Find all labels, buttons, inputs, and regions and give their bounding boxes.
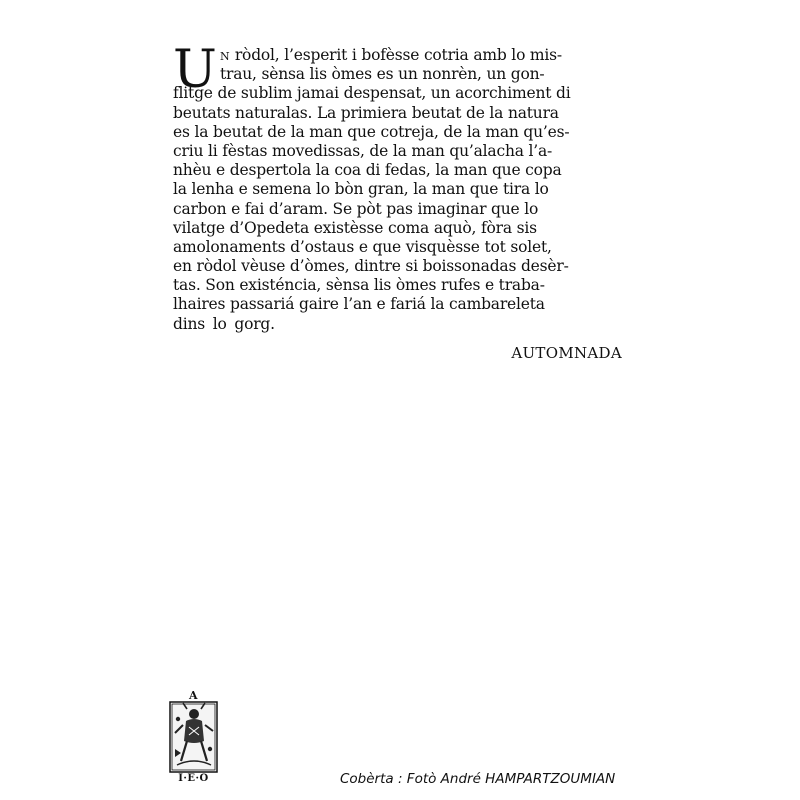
line-text: criu li fèstas movedissas, de la man qu’alacha l’a- [173,141,553,160]
text-line [173,46,623,65]
cover-photo-credit: Cobèrta : Fotò André HAMPARTZOUMIAN [340,771,616,787]
drop-cap: U [173,40,217,100]
text-line [173,257,623,276]
line-text: amolonaments d’ostaus e que visquèsse tot solet, [173,237,552,256]
text-line [173,84,623,103]
text-line [173,219,623,238]
line-text: en ròdol vèuse d’òmes, dintre si boissonadas desèr- [173,257,569,276]
line-text: lhaires passariá gaire l’an e fariá la cambareleta [173,295,545,314]
text-line [173,123,623,142]
logo-bottom-label: I·E·O [178,773,209,784]
text-line [173,276,623,295]
publisher-logo [169,689,218,788]
first-word-smallcaps: N [220,50,231,63]
text-line [173,142,623,161]
text-line [173,238,623,257]
line-text: beutats naturalas. La primiera beutat de la natura [173,103,559,122]
line-text: vilatge d’Opedeta existèsse coma aquò, fòra sis [173,218,537,237]
text-line [173,200,623,219]
logo-top-label: A [188,689,199,702]
line-text: tas. Son existéncia, sènsa lis òmes rufes e traba- [173,276,545,295]
line-text: ròdol, l’esperit i bofèsse cotria amb lo mis- [230,46,562,64]
prose-paragraph [173,40,623,334]
text-line [173,315,623,334]
line-text: dins lo gorg. [173,314,275,333]
line-text: la lenha e semena lo bòn gran, la man que tira lo [173,180,549,199]
line-text: carbon e fai d’aram. Se pòt pas imaginar que lo [173,199,539,218]
line-text: trau, sènsa lis òmes es un nonrèn, un gon- [220,65,545,84]
text-line [173,65,623,84]
text-line [173,161,623,180]
line-text: flitge de sublim jamai despensat, un acorchiment di [173,84,571,103]
text-line [173,295,623,314]
signature-title: AUTOMNADA [511,344,622,362]
text-line [173,104,623,123]
line-text: es la beutat de la man que cotreja, de la man qu’es- [173,122,570,141]
line-text: nhèu e despertola la coa di fedas, la man que copa [173,161,562,180]
text-line [173,180,623,199]
